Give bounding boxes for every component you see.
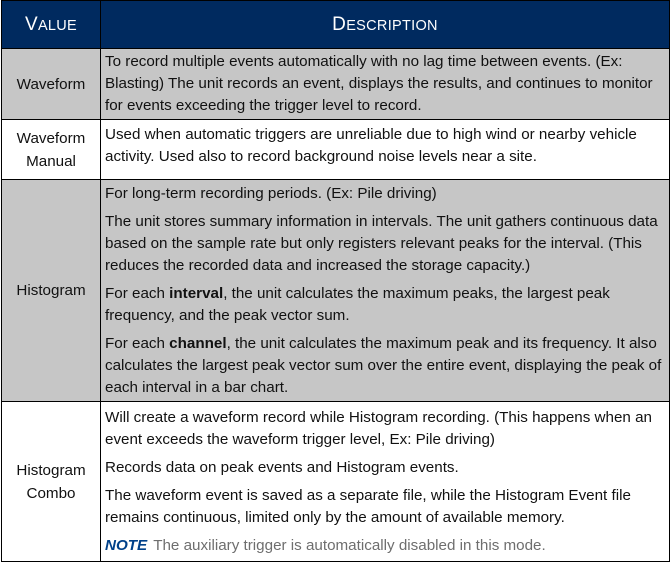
value-cell [2,49,101,120]
table-row-waveform [2,49,670,120]
description-paragraph: To record multiple events automatically with no lag time between events. (Ex: Blasting) The unit records an event, displays the results, and continues to monitor for events exceeding the trigger level to record. [105,53,653,114]
note [105,535,664,557]
value-cell [2,120,101,180]
table-header-row [2,1,670,49]
description-paragraph: Will create a waveform record while Histogram recording. (This happens when an event exceeds the waveform trigger level, Ex: Pile driving) [105,408,652,448]
table-row-histogram-combo [2,402,670,562]
text-run: , the unit calculates the maximum peaks, the largest peak frequency, and the peak vector sum. [105,284,610,324]
description-cell [101,49,670,120]
bold-term-channel: channel [169,334,227,352]
description-cell [101,180,670,402]
header-value-initial: V [24,13,38,35]
description-cell [101,402,670,562]
description-paragraph [105,333,664,399]
mode-table [1,0,670,562]
table-row-waveform-manual [2,120,670,180]
value-line: Manual [26,152,76,170]
header-description [101,1,670,49]
text-run: For each [105,284,170,302]
text-run: , the unit calculates the maximum peak and its frequency. It also calculates the largest peak vector sum over the entire event, displaying the peak of each interval in a bar chart. [105,334,662,396]
text-run: For each [105,334,170,352]
header-value [2,1,101,49]
value-line: Waveform [16,75,86,93]
value-line: Histogram [16,282,86,299]
bold-term-interval: interval [169,284,224,302]
description-paragraph: The unit stores summary information in intervals. The unit gathers continuous data based on the sample rate but only registers relevant peaks for the interval. (This reduces the recorded data and increased the storage capacity.) [105,212,658,274]
value-cell [2,180,101,402]
table-row-histogram [2,180,670,402]
description-paragraph: Used when automatic triggers are unreliable due to high wind or nearby vehicle activity. Used also to record background noise levels near a site. [105,126,637,165]
description-paragraph: The waveform event is saved as a separate file, while the Histogram Event file remains continuous, limited only by the amount of available memory. [105,486,631,526]
note-label: NOTE [105,536,148,554]
note-text: The auxiliary trigger is automatically disabled in this mode. [153,536,546,554]
value-line: Combo [26,484,76,502]
value-line: Histogram [16,461,86,479]
description-paragraph [105,283,664,327]
header-description-initial: D [332,13,347,35]
description-paragraph: Records data on peak events and Histogram events. [105,458,459,476]
header-value-rest: ALUE [37,17,78,34]
description-paragraph: For long-term recording periods. (Ex: Pile driving) [105,184,437,202]
description-cell [101,120,670,180]
value-cell [2,402,101,562]
value-line: Waveform [16,129,86,147]
header-description-rest: ESCRIPTION [346,17,438,34]
